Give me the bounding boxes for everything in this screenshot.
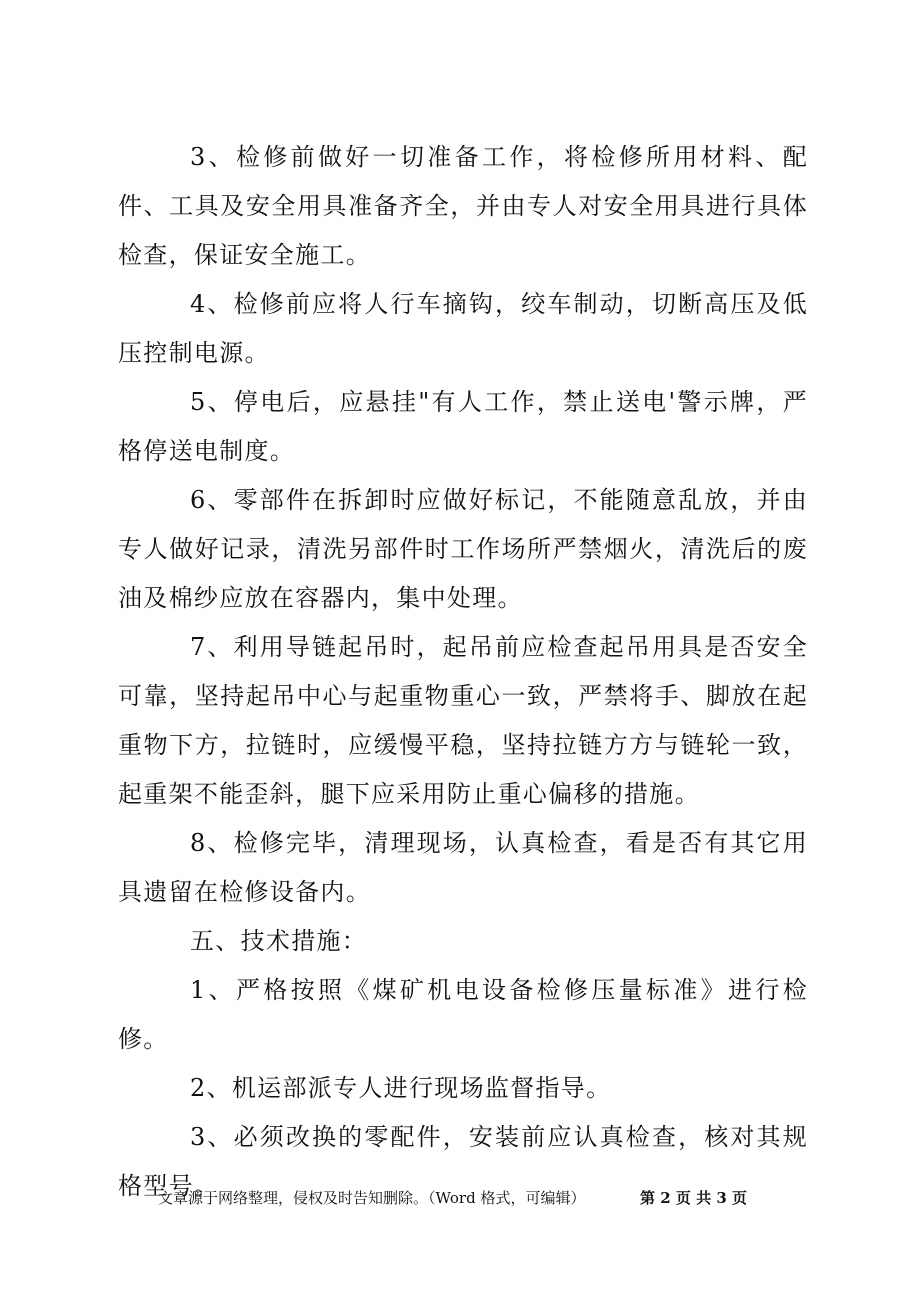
section-heading-technical-measures: 五、技术措施： — [190, 927, 368, 955]
footer-source-note: 文章源于网络整理，侵权及时告知删除。（Word 格式，可编辑） — [158, 1189, 586, 1207]
page-number: 第 2 页 共 3 页 — [640, 1189, 747, 1207]
paragraph-item-3-preparation: 3、检修前做好一切准备工作，将检修所用材料、配件、工具及安全用具准备齐全，并由专人对安全用具进行具体检查，保证安全施工。 — [118, 143, 808, 269]
page-footer — [158, 1186, 808, 1210]
paragraph-item-5-warning-sign: 5、停电后，应悬挂"有人工作，禁止送电'警示牌，严格停送电制度。 — [118, 388, 808, 465]
paragraph-technical-2-supervision: 2、机运部派专人进行现场监督指导。 — [190, 1074, 612, 1102]
document-body — [118, 133, 808, 1211]
paragraph-technical-1-standard: 1、严格按照《煤矿机电设备检修压量标准》进行检修。 — [118, 976, 808, 1053]
paragraph-item-8-cleanup: 8、检修完毕，清理现场，认真检查，看是否有其它用具遗留在检修设备内。 — [118, 829, 808, 906]
paragraph-item-6-parts-marking: 6、零部件在拆卸时应做好标记，不能随意乱放，并由专人做好记录，清洗另部件时工作场所严禁烟火，清洗后的废油及棉纱应放在容器内，集中处理。 — [118, 486, 808, 612]
paragraph-item-7-chain-hoist: 7、利用导链起吊时，起吊前应检查起吊用具是否安全可靠，坚持起吊中心与起重物重心一致，严禁将手、脚放在起重物下方，拉链时，应缓慢平稳，坚持拉链方方与链轮一致，起重架不能歪斜，腿下应采用防止重心偏移的措施。 — [118, 633, 808, 808]
paragraph-item-4-power-off: 4、检修前应将人行车摘钩，绞车制动，切断高压及低压控制电源。 — [118, 290, 808, 367]
paragraph-technical-3-parts-check: 3、必须改换的零配件，安装前应认真检查，核对其规格型号。 — [118, 1123, 808, 1200]
